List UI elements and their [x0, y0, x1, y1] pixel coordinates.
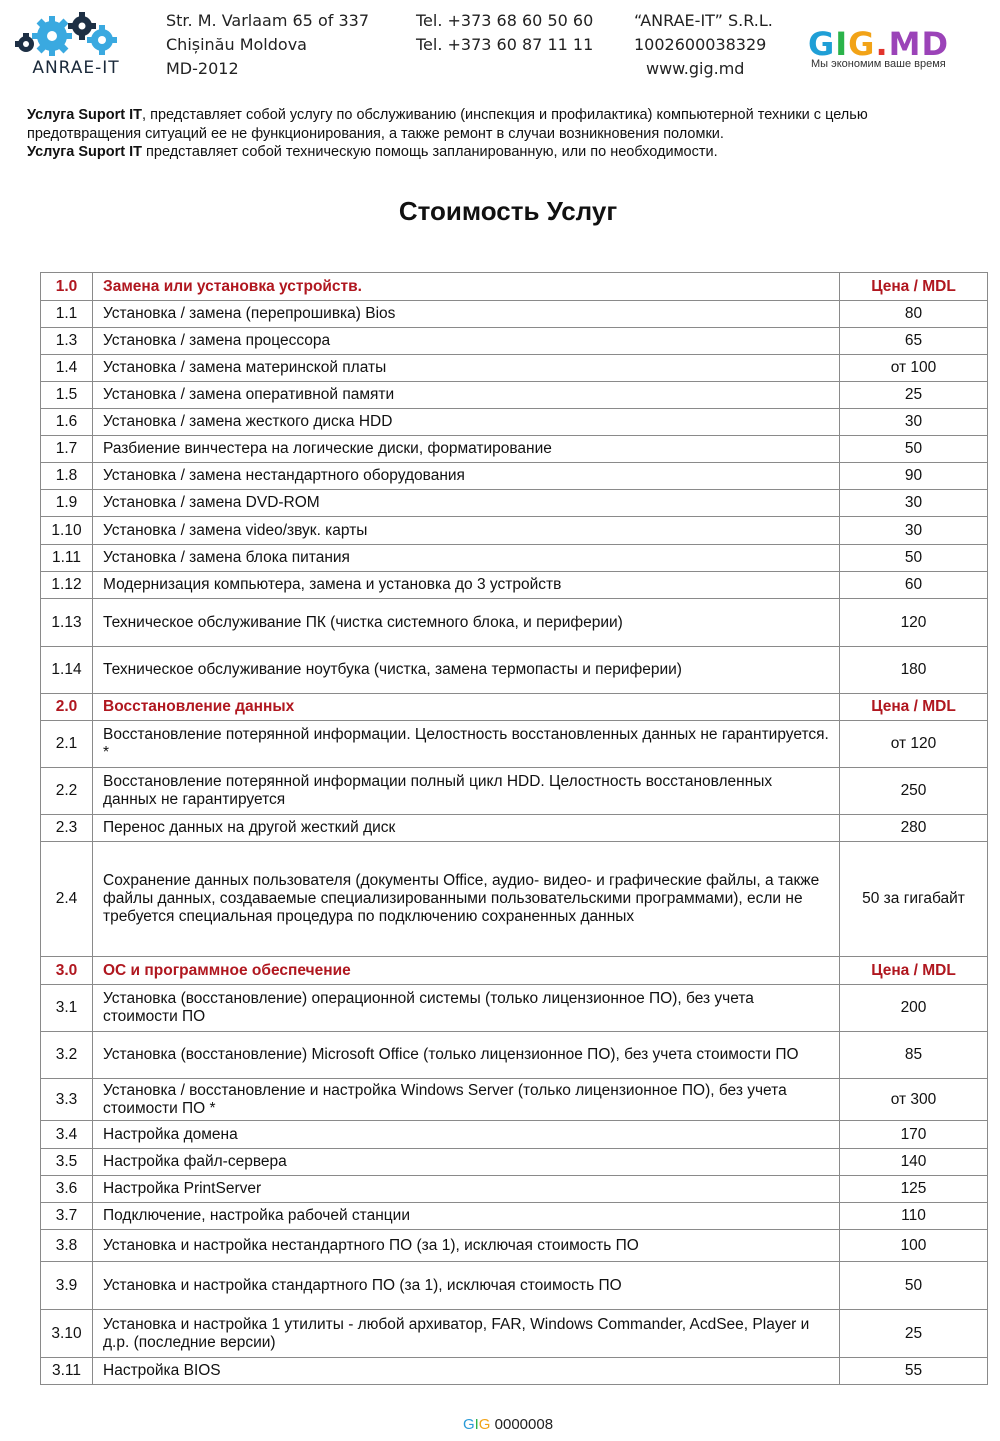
anrae-it-logo [4, 6, 144, 80]
service-name: Замена или установка устройств. [93, 273, 840, 301]
item-number: 2.2 [41, 768, 93, 815]
item-number: 1.4 [41, 355, 93, 382]
service-name: Установка / замена (перепрошивка) Bios [93, 301, 840, 328]
item-number: 1.7 [41, 436, 93, 463]
service-price: 250 [840, 768, 988, 815]
table-row [41, 382, 988, 409]
service-price: 140 [840, 1149, 988, 1176]
table-row [41, 355, 988, 382]
item-number: 2.4 [41, 842, 93, 957]
service-price: 200 [840, 985, 988, 1032]
service-price: 30 [840, 517, 988, 545]
address-line: MD-2012 [166, 59, 239, 78]
gig-md-logo [808, 25, 978, 72]
service-name: Установка и настройка нестандартного ПО (за 1), исключая стоимость ПО [93, 1230, 840, 1262]
item-number: 1.6 [41, 409, 93, 436]
service-name: Установка / замена процессора [93, 328, 840, 355]
table-row [41, 1079, 988, 1121]
service-price: Цена / MDL [840, 694, 988, 721]
item-number: 3.3 [41, 1079, 93, 1121]
item-number: 1.0 [41, 273, 93, 301]
company-block [634, 9, 773, 81]
service-price: от 300 [840, 1079, 988, 1121]
table-row [41, 517, 988, 545]
table-row [41, 436, 988, 463]
gig-md-slogan: Мы экономим ваше время [811, 58, 946, 70]
item-number: 3.11 [41, 1358, 93, 1385]
footer-doc-code: GIG 0000008 [462, 1416, 554, 1433]
service-price: 25 [840, 382, 988, 409]
service-name: Установка / замена DVD-ROM [93, 490, 840, 517]
service-price: 85 [840, 1032, 988, 1079]
item-number: 3.10 [41, 1310, 93, 1358]
service-name: Подключение, настройка рабочей станции [93, 1203, 840, 1230]
page-title: Стоимость Услуг [398, 196, 618, 226]
service-price: от 120 [840, 721, 988, 768]
table-row [41, 721, 988, 768]
phone-line: Tel. +373 68 60 50 60 [416, 11, 594, 30]
service-name: ОС и программное обеспечение [93, 957, 840, 985]
item-number: 2.0 [41, 694, 93, 721]
item-number: 3.0 [41, 957, 93, 985]
service-name: Настройка BIOS [93, 1358, 840, 1385]
service-name: Установка и настройка стандартного ПО (за 1), исключая стоимость ПО [93, 1262, 840, 1310]
table-row [41, 815, 988, 842]
service-price: 25 [840, 1310, 988, 1358]
section-header-row [41, 957, 988, 985]
item-number: 3.1 [41, 985, 93, 1032]
service-name: Установка / замена блока питания [93, 545, 840, 572]
table-row [41, 328, 988, 355]
gears-icon [4, 6, 144, 62]
service-name: Восстановление данных [93, 694, 840, 721]
table-row [41, 1121, 988, 1149]
item-number: 1.13 [41, 599, 93, 647]
intro-paragraph: Услуга Suport IT, представляет собой услугу по обслуживанию (инспекция и профилактика) компьютерной техники с целью предотвращения ситуаций ее не функционирования, а также ремонт в случаи возникновения поломки. [27, 107, 868, 142]
table-row [41, 985, 988, 1032]
service-name: Восстановление потерянной информации. Целостность восстановленных данных не гарантируется. * [93, 721, 840, 768]
service-price: Цена / MDL [840, 957, 988, 985]
service-price: 90 [840, 463, 988, 490]
item-number: 3.8 [41, 1230, 93, 1262]
service-name: Сохранение данных пользователя (документы Office, аудио- видео- и графические файлы, а также файлы данных, создаваемые специализированными пользовательскими программами), если не требуется специальная процедура по подключению сохраненных данных [93, 842, 840, 957]
table-row [41, 1358, 988, 1385]
item-number: 3.9 [41, 1262, 93, 1310]
service-price: 60 [840, 572, 988, 599]
service-price: 280 [840, 815, 988, 842]
section-header-row [41, 694, 988, 721]
logo-text: ANRAE-IT [32, 58, 120, 78]
item-number: 1.11 [41, 545, 93, 572]
table-row [41, 647, 988, 694]
company-name: “ANRAE-IT” S.R.L. [634, 11, 773, 30]
service-name: Разбиение винчестера на логические диски, форматирование [93, 436, 840, 463]
service-name: Установка / замена материнской платы [93, 355, 840, 382]
item-number: 1.9 [41, 490, 93, 517]
service-name: Восстановление потерянной информации полный цикл HDD. Целостность восстановленных данных не гарантируется [93, 768, 840, 815]
item-number: 1.1 [41, 301, 93, 328]
table-row [41, 301, 988, 328]
service-price: 110 [840, 1203, 988, 1230]
company-website[interactable]: www.gig.md [646, 59, 745, 78]
item-number: 3.7 [41, 1203, 93, 1230]
table-row [41, 1262, 988, 1310]
company-idno: 1002600038329 [634, 35, 767, 54]
service-name: Установка (восстановление) Microsoft Office (только лицензионное ПО), без учета стоимости ПО [93, 1032, 840, 1079]
service-price: 55 [840, 1358, 988, 1385]
address-line: Str. M. Varlaam 65 of 337 [166, 11, 369, 30]
service-price: 80 [840, 301, 988, 328]
service-name: Установка (восстановление) операционной системы (только лицензионное ПО), без учета стоимости ПО [93, 985, 840, 1032]
service-name: Настройка PrintServer [93, 1176, 840, 1203]
service-name: Установка / замена video/звук. карты [93, 517, 840, 545]
service-name: Установка / восстановление и настройка Windows Server (только лицензионное ПО), без учета стоимости ПО * [93, 1079, 840, 1121]
service-name: Техническое обслуживание ПК (чистка системного блока, и периферии) [93, 599, 840, 647]
table-row [41, 409, 988, 436]
service-name: Установка / замена нестандартного оборудования [93, 463, 840, 490]
service-name: Перенос данных на другой жесткий диск [93, 815, 840, 842]
table-row [41, 463, 988, 490]
table-row [41, 1149, 988, 1176]
service-price: от 100 [840, 355, 988, 382]
item-number: 1.5 [41, 382, 93, 409]
intro-text [27, 106, 957, 162]
table-row [41, 1203, 988, 1230]
service-name: Настройка файл-сервера [93, 1149, 840, 1176]
service-price: 100 [840, 1230, 988, 1262]
price-table [40, 272, 988, 1385]
intro-paragraph: Услуга Suport IT представляет собой техническую помощь запланированную, или по необходимости. [27, 144, 718, 160]
service-price: 50 [840, 1262, 988, 1310]
table-row [41, 842, 988, 957]
service-name: Установка / замена оперативной памяти [93, 382, 840, 409]
service-price: 30 [840, 490, 988, 517]
phone-line: Tel. +373 60 87 11 11 [416, 35, 594, 54]
section-header-row [41, 273, 988, 301]
service-price: 65 [840, 328, 988, 355]
service-name: Установка и настройка 1 утилиты - любой архиватор, FAR, Windows Commander, AcdSee, Player и д.р. (последние версии) [93, 1310, 840, 1358]
item-number: 1.3 [41, 328, 93, 355]
service-price: 50 [840, 436, 988, 463]
service-price: 50 за гигабайт [840, 842, 988, 957]
item-number: 3.6 [41, 1176, 93, 1203]
table-row [41, 1230, 988, 1262]
table-row [41, 572, 988, 599]
service-price: 120 [840, 599, 988, 647]
item-number: 2.3 [41, 815, 93, 842]
service-price: 125 [840, 1176, 988, 1203]
item-number: 2.1 [41, 721, 93, 768]
item-number: 1.12 [41, 572, 93, 599]
table-row [41, 1032, 988, 1079]
address-line: Chișinău Moldova [166, 35, 307, 54]
table-row [41, 768, 988, 815]
service-name: Настройка домена [93, 1121, 840, 1149]
gig-md-brand: GIG.MD [808, 25, 949, 63]
service-name: Установка / замена жесткого диска HDD [93, 409, 840, 436]
table-row [41, 1176, 988, 1203]
item-number: 3.2 [41, 1032, 93, 1079]
service-price: Цена / MDL [840, 273, 988, 301]
item-number: 1.10 [41, 517, 93, 545]
table-row [41, 599, 988, 647]
service-name: Техническое обслуживание ноутбука (чистка, замена термопасты и периферии) [93, 647, 840, 694]
item-number: 1.8 [41, 463, 93, 490]
table-row [41, 545, 988, 572]
table-row [41, 1310, 988, 1358]
table-row [41, 490, 988, 517]
service-price: 30 [840, 409, 988, 436]
service-price: 180 [840, 647, 988, 694]
service-price: 50 [840, 545, 988, 572]
item-number: 3.4 [41, 1121, 93, 1149]
item-number: 1.14 [41, 647, 93, 694]
item-number: 3.5 [41, 1149, 93, 1176]
service-price: 170 [840, 1121, 988, 1149]
address-block [166, 9, 369, 81]
service-name: Модернизация компьютера, замена и установка до 3 устройств [93, 572, 840, 599]
phones-block [416, 9, 593, 57]
